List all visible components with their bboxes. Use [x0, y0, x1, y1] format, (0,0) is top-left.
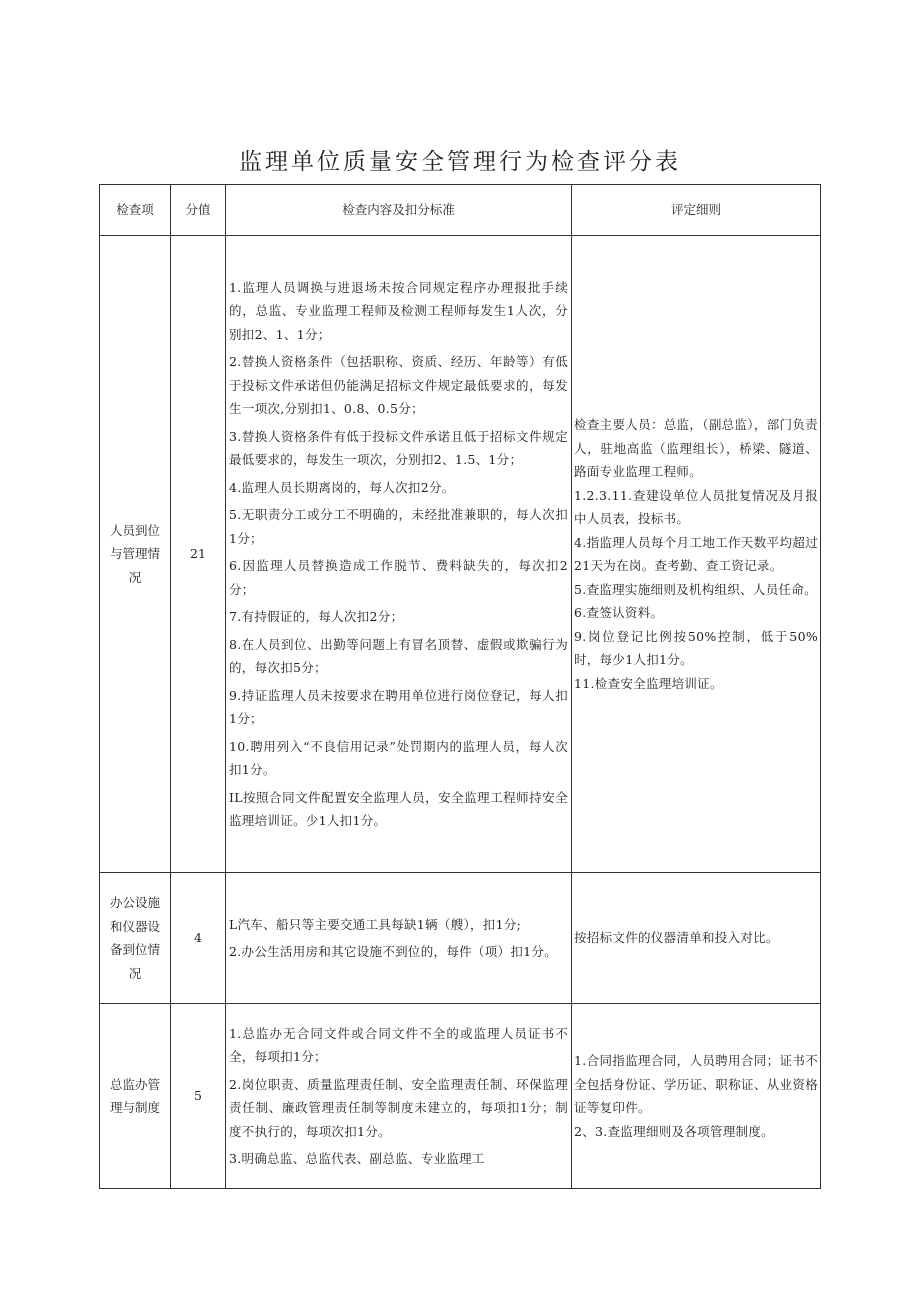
detail-line: 1.2.3.11.查建设单位人员批复情况及月报中人员表，投标书。 — [574, 487, 818, 526]
row-detail — [572, 236, 821, 873]
header-detail: 评定细则 — [572, 185, 821, 236]
detail-line: 按招标文件的仪器清单和投入对比。 — [574, 930, 779, 946]
content-line: 3.明确总监、总监代表、副总监、专业监理工 — [229, 1151, 485, 1166]
row-content — [226, 236, 572, 873]
table-row — [100, 1004, 821, 1189]
row-content — [226, 873, 572, 1004]
detail-line: 11.检查安全监理培训证。 — [574, 675, 723, 691]
page-title: 监理单位质量安全管理行为检查评分表 — [239, 149, 681, 175]
detail-line: 2、3.查监理细则及各项管理制度。 — [574, 1123, 774, 1139]
row-detail — [572, 1004, 821, 1189]
content-line: 3.替换人资格条件有低于投标文件承诺且低于招标文件规定最低要求的，每发生一项次，分别扣2、1.5、1分； — [229, 428, 568, 467]
table-row — [100, 236, 821, 873]
row-score: 4 — [171, 873, 226, 1004]
header-content: 检查内容及扣分标准 — [226, 185, 572, 236]
score-table — [99, 184, 821, 1189]
header-score: 分值 — [171, 185, 226, 236]
content-line: 1.监理人员调换与进退场未按合同规定程序办理报批手续的，总监、专业监理工程师及检测工程师每发生1人次，分别扣2、1、1分； — [229, 279, 568, 342]
content-line: 7.有持假证的，每人次扣2分； — [229, 609, 404, 624]
content-line: 8.在人员到位、出勤等问题上有冒名顶替、虚假或欺骗行为的，每次扣5分； — [229, 636, 568, 675]
row-item: 办公设施和仪器设备到位情况 — [100, 873, 171, 1004]
row-item: 总监办管理与制度 — [100, 1004, 171, 1189]
content-line: 4.监理人员长期离岗的，每人次扣2分。 — [229, 479, 455, 495]
detail-line: 5.查监理实施细则及机构组织、人员任命。 — [574, 581, 817, 597]
table-row — [100, 873, 821, 1004]
content-line: 10.聘用列入“不良信用记录”处罚期内的监理人员，每人次扣1分。 — [229, 738, 568, 777]
content-line: 1.总监办无合同文件或合同文件不全的或监理人员证书不全，每项扣1分； — [229, 1025, 568, 1064]
content-line: 9.持证监理人员未按要求在聘用单位进行岗位登记，每人扣1分； — [229, 687, 568, 726]
content-line: L汽车、船只等主要交通工具每缺1辆（艘），扣1分; — [229, 916, 522, 932]
detail-line: 6.查签认资料。 — [574, 605, 664, 620]
content-line: 2.办公生活用房和其它设施不到位的，每件（项）扣1分。 — [229, 944, 557, 959]
header-item: 检查项 — [100, 185, 171, 236]
content-line: 2.岗位职责、质量监理责任制、安全监理责任制、环保监理责任制、廉政管理责任制等制度未建立的，每项扣1分；制度不执行的，每项次扣1分。 — [229, 1076, 568, 1139]
row-item: 人员到位与管理情况 — [100, 236, 171, 873]
row-detail — [572, 873, 821, 1004]
detail-line: 1.合同指监理合同，人员聘用合同；证书不全包括身份证、学历证、职称证、从业资格证等复印件。 — [574, 1053, 818, 1115]
content-line: 6.因监理人员替换造成工作脱节、费料缺失的，每次扣2分； — [229, 558, 568, 597]
detail-line: 4.指监理人员每个月工地工作天数平均超过21天为在岗。查考勤、查工资记录。 — [574, 534, 818, 573]
detail-line: 9.岗位登记比例按50%控制，低于50%时，每少1人扣1分。 — [574, 628, 818, 667]
row-content — [226, 1004, 572, 1189]
row-score: 5 — [171, 1004, 226, 1189]
detail-line: 检查主要人员：总监，（副总监），部门负责人，驻地高监（监理组长），桥梁、隧道、路面专业监理工程师。 — [574, 417, 818, 479]
content-line: 5.无职责分工或分工不明确的，未经批准兼职的，每人次扣1分； — [229, 507, 568, 546]
row-score: 21 — [171, 236, 226, 873]
content-line: 2.替换人资格条件（包括职称、资质、经历、年龄等）有低于投标文件承诺但仍能满足招标文件规定最低要求的，每发生一项次,分别扣1、0.8、0.5分； — [229, 354, 568, 416]
content-line: IL按照合同文件配置安全监理人员，安全监理工程师持安全监理培训证。少1人扣1分。 — [229, 789, 568, 828]
table-header-row — [100, 185, 821, 236]
